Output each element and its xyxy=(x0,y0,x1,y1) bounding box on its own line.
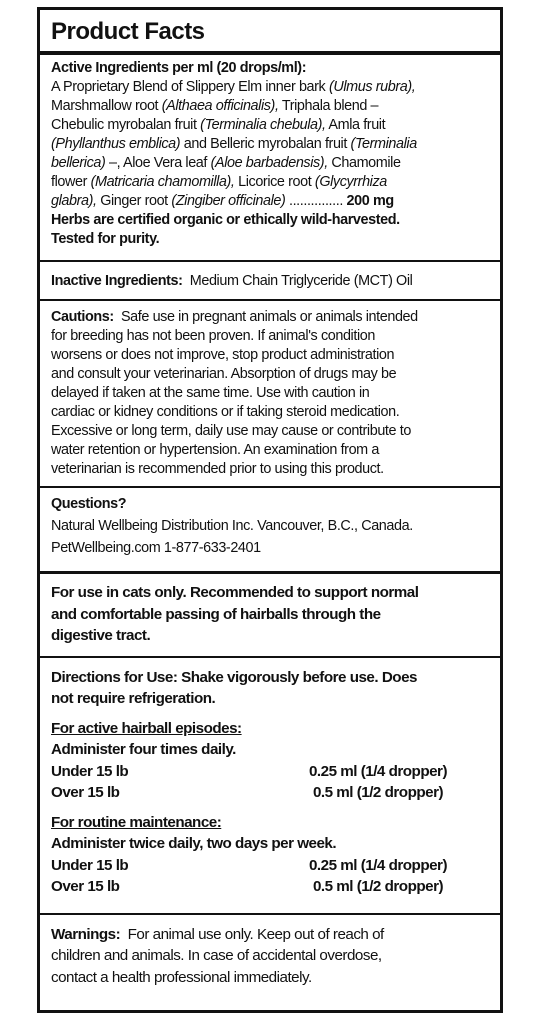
dosage-amount: 0.25 ml (1/4 dropper) xyxy=(308,762,448,780)
routine-maintenance-heading: For routine maintenance: xyxy=(51,813,222,831)
active-ingredients-list xyxy=(51,78,489,211)
cautions-line: veterinarian is recommended prior to using this product. xyxy=(51,461,384,477)
questions-heading: Questions? xyxy=(51,496,127,512)
usage-line: and comfortable passing of hairballs through the xyxy=(51,605,381,623)
ingredient-text: Marshmallow root xyxy=(51,98,162,114)
latin-name: (Aloe barbadensis), xyxy=(210,155,328,171)
ingredient-text: Chamomile xyxy=(327,155,401,171)
warnings-line: children and animals. In case of accidental overdose, xyxy=(51,947,382,964)
cautions-line: delayed if taken at the same time. Use with caution in xyxy=(51,385,370,401)
warnings-line: For animal use only. Keep out of reach of xyxy=(127,925,384,943)
amount: 200 mg xyxy=(346,193,394,209)
dosage-row xyxy=(51,855,489,877)
routine-maintenance-instruction: Administer twice daily, two days per week. xyxy=(51,835,337,852)
latin-name: (Terminalia xyxy=(350,136,417,152)
ingredient-text: Chebulic myrobalan fruit xyxy=(51,117,201,133)
warnings-line: contact a health professional immediately. xyxy=(51,968,312,986)
ingredient-text: Licorice root xyxy=(234,174,315,190)
inactive-ingredients-label: Inactive Ingredients: xyxy=(51,273,183,289)
cautions-line: for breeding has not been proven. If animal's condition xyxy=(51,328,375,344)
dosage-amount: 0.5 ml (1/2 dropper) xyxy=(312,878,444,895)
active-ingredient-line xyxy=(51,78,489,97)
latin-name: (Althaea officinalis), xyxy=(161,98,279,114)
active-ingredient-line xyxy=(51,97,489,116)
dosage-weight: Under 15 lb xyxy=(51,762,129,780)
company-address: Natural Wellbeing Distribution Inc. Vancouver, B.C., Canada. xyxy=(51,518,413,534)
ingredient-text: A Proprietary Blend of Slippery Elm inner bark xyxy=(51,79,329,95)
dosage-amount: 0.25 ml (1/4 dropper) xyxy=(308,856,448,874)
latin-name: (Zingiber officinale) xyxy=(171,193,286,209)
active-ingredient-line xyxy=(51,135,489,154)
directions-line: not require refrigeration. xyxy=(51,690,216,707)
active-ingredients-section xyxy=(51,55,489,254)
questions-section xyxy=(51,488,489,565)
herbs-note-line: Tested for purity. xyxy=(51,231,160,247)
directions-section xyxy=(51,658,489,907)
cautions-line: Excessive or long term, daily use may cause or contribute to xyxy=(51,423,411,439)
usage-statement xyxy=(51,574,489,656)
ingredient-text: Amla fruit xyxy=(325,117,386,133)
ingredient-text: –, Aloe Vera leaf xyxy=(105,155,211,171)
dosage-row xyxy=(51,876,489,898)
dosage-row xyxy=(51,761,489,783)
inactive-ingredients-section xyxy=(51,262,489,299)
latin-name: glabra), xyxy=(51,193,97,209)
ingredient-text: ............... xyxy=(285,193,347,209)
cautions-section xyxy=(51,301,489,484)
ingredient-text: and Belleric myrobalan fruit xyxy=(180,136,351,152)
cautions-line: water retention or hypertension. An examination from a xyxy=(51,442,379,458)
cautions-line: Safe use in pregnant animals or animals intended xyxy=(120,309,418,325)
cautions-label: Cautions: xyxy=(51,309,114,325)
dosage-weight: Over 15 lb xyxy=(51,784,120,801)
active-ingredient-line xyxy=(51,154,489,173)
latin-name: (Glycyrrhiza xyxy=(314,174,387,190)
latin-name: bellerica) xyxy=(51,155,106,171)
product-facts-label xyxy=(37,7,503,1013)
usage-line: For use in cats only. Recommended to support normal xyxy=(51,584,419,601)
warnings-label: Warnings: xyxy=(51,925,121,943)
ingredient-text: Ginger root xyxy=(96,193,172,209)
warnings-section xyxy=(51,915,489,989)
active-episodes-instruction: Administer four times daily. xyxy=(51,741,236,758)
active-ingredient-line xyxy=(51,116,489,135)
website-phone: PetWellbeing.com 1-877-633-2401 xyxy=(51,540,261,556)
directions-line: Directions for Use: Shake vigorously before use. Does xyxy=(51,668,417,686)
latin-name: (Matricaria chamomilla), xyxy=(90,174,235,190)
cautions-line: cardiac or kidney conditions or if taking steroid medication. xyxy=(51,404,400,420)
latin-name: (Phyllanthus emblica) xyxy=(51,136,181,152)
dosage-weight: Under 15 lb xyxy=(51,856,129,874)
usage-line: digestive tract. xyxy=(51,627,151,644)
ingredient-text: flower xyxy=(51,174,91,190)
dosage-row xyxy=(51,782,489,804)
herbs-note-line: Herbs are certified organic or ethically wild-harvested. xyxy=(51,212,400,228)
dosage-amount: 0.5 ml (1/2 dropper) xyxy=(312,784,444,801)
active-ingredient-line xyxy=(51,192,489,211)
page-title: Product Facts xyxy=(51,18,205,45)
inactive-ingredients-text: Medium Chain Triglyceride (MCT) Oil xyxy=(189,273,413,289)
active-ingredients-heading: Active Ingredients per ml (20 drops/ml): xyxy=(51,60,307,76)
ingredient-text: Triphala blend – xyxy=(278,98,379,114)
cautions-line: worsens or does not improve, stop product administration xyxy=(51,347,395,363)
active-ingredient-line xyxy=(51,173,489,192)
cautions-line: and consult your veterinarian. Absorption of drugs may be xyxy=(51,366,397,382)
latin-name: (Terminalia chebula), xyxy=(200,117,326,133)
latin-name: (Ulmus rubra), xyxy=(328,79,416,95)
active-episodes-heading: For active hairball episodes: xyxy=(51,719,242,737)
dosage-weight: Over 15 lb xyxy=(51,878,120,895)
